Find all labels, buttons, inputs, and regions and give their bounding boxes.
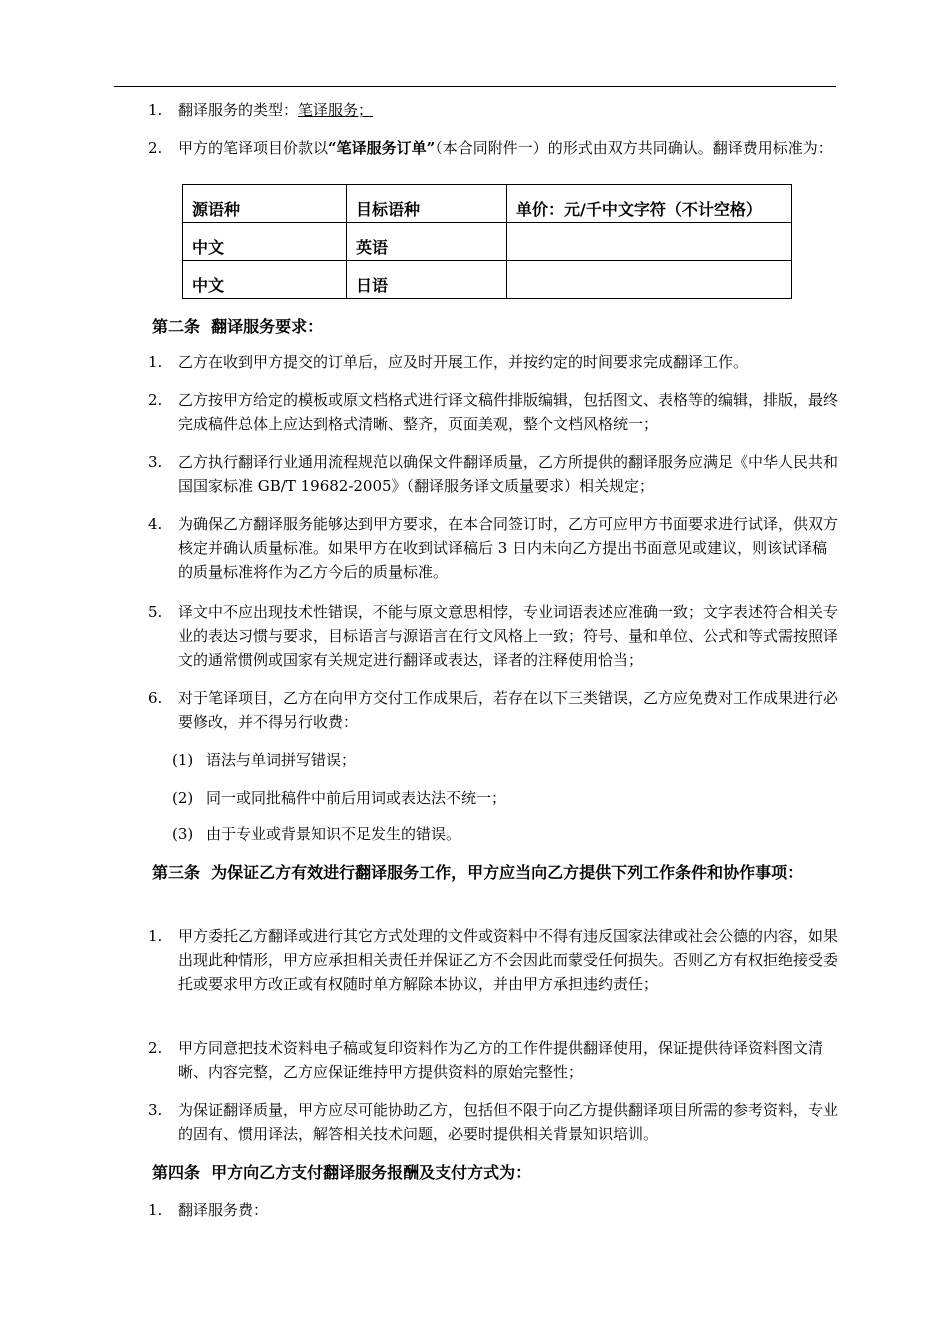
item-number: 1. bbox=[148, 101, 163, 119]
table-cell: 中文 bbox=[183, 261, 347, 299]
item-number: 1. bbox=[148, 927, 163, 945]
service-type-value: 笔译服务； bbox=[298, 101, 374, 119]
item-text: 甲方委托乙方翻译或进行其它方式处理的文件或资料中不得有违反国家法律或社会公德的内容，如果出现此种情形，甲方应承担相关责任并保证乙方不会因此而蒙受任何损失。否则乙方有权拒绝接受委托或要求甲方改正或有权随时单方解除本协议，并由甲方承担违约责任； bbox=[178, 927, 839, 993]
item-text: 乙方在收到甲方提交的订单后，应及时开展工作，并按约定的时间要求完成翻译工作。 bbox=[178, 353, 749, 371]
table-header-row bbox=[183, 185, 792, 223]
item-text: 乙方执行翻译行业通用流程规范以确保文件翻译质量，乙方所提供的翻译服务应满足《中华人民共和国国家标准 GB/T 19682-2005》（翻译服务译文质量要求）相关规定； bbox=[178, 453, 839, 495]
article-3-heading: 第三条 为保证乙方有效进行翻译服务工作，甲方应当向乙方提供下列工作条件和协作事项： bbox=[152, 863, 804, 882]
sub-item-number: (1) bbox=[172, 751, 194, 769]
table-cell: 英语 bbox=[347, 223, 507, 261]
sub-item-text: 语法与单词拼写错误； bbox=[206, 751, 357, 769]
sub-item-number: (2) bbox=[172, 789, 194, 807]
item-number: 5. bbox=[148, 603, 163, 621]
article-2-heading: 第二条 翻译服务要求： bbox=[152, 317, 324, 336]
table-cell: 日语 bbox=[347, 261, 507, 299]
table-cell bbox=[507, 223, 792, 261]
table-row bbox=[183, 223, 792, 261]
item-text: 甲方的笔译项目价款以 bbox=[178, 139, 329, 157]
item-text: 乙方按甲方给定的模板或原文档格式进行译文稿件排版编辑，包括图文、表格等的编辑，排版，最终完成稿件总体上应达到格式清晰、整齐，页面美观，整个文档风格统一； bbox=[178, 391, 839, 433]
item-number: 1. bbox=[148, 1201, 163, 1219]
table-header-cell: 目标语种 bbox=[347, 185, 507, 223]
table-cell bbox=[507, 261, 792, 299]
item-text: 翻译服务费： bbox=[178, 1201, 269, 1219]
item-number: 2. bbox=[148, 1039, 163, 1057]
item-number: 2. bbox=[148, 391, 163, 409]
table-header-cell: 源语种 bbox=[183, 185, 347, 223]
table-header-cell: 单价：元/千中文字符（不计空格） bbox=[507, 185, 792, 223]
item-number: 4. bbox=[148, 515, 163, 533]
item-text: （本合同附件一）的形式由双方共同确认。翻译费用标准为： bbox=[435, 139, 833, 157]
sub-item-text: 同一或同批稿件中前后用词或表达法不统一； bbox=[206, 789, 507, 807]
item-text: 翻译服务的类型： bbox=[178, 101, 299, 119]
sub-item-text: 由于专业或背景知识不足发生的错误。 bbox=[206, 825, 462, 843]
item-number: 1. bbox=[148, 353, 163, 371]
item-number: 3. bbox=[148, 453, 163, 471]
order-name: “笔译服务订单” bbox=[328, 139, 436, 157]
sub-item-number: (3) bbox=[172, 825, 194, 843]
header-rule bbox=[114, 86, 836, 87]
item-text: 甲方同意把技术资料电子稿或复印资料作为乙方的工作件提供翻译使用，保证提供待译资料图文清晰、内容完整，乙方应保证维持甲方提供资料的原始完整性； bbox=[178, 1039, 824, 1081]
item-text: 为确保乙方翻译服务能够达到甲方要求，在本合同签订时，乙方可应甲方书面要求进行试译，供双方核定并确认质量标准。如果甲方在收到试译稿后 3 日内未向乙方提出书面意见或建议，则该试译稿的质量标准将作为乙方今后的质量标准。 bbox=[178, 515, 839, 581]
item-number: 6. bbox=[148, 689, 163, 707]
article-4-heading: 第四条 甲方向乙方支付翻译服务报酬及支付方式为： bbox=[152, 1163, 532, 1182]
item-text: 为保证翻译质量，甲方应尽可能协助乙方，包括但不限于向乙方提供翻译项目所需的参考资料，专业的固有、惯用译法，解答相关技术问题，必要时提供相关背景知识培训。 bbox=[178, 1101, 839, 1143]
item-text: 对于笔译项目，乙方在向甲方交付工作成果后，若存在以下三类错误，乙方应免费对工作成果进行必要修改，并不得另行收费： bbox=[178, 689, 839, 731]
item-number: 3. bbox=[148, 1101, 163, 1119]
table-cell: 中文 bbox=[183, 223, 347, 261]
item-number: 2. bbox=[148, 139, 163, 157]
item-text: 译文中不应出现技术性错误，不能与原文意思相悖，专业词语表述应准确一致；文字表述符合相关专业的表达习惯与要求，目标语言与源语言在行文风格上一致；符号、量和单位、公式和等式需按照译文的通常惯例或国家有关规定进行翻译或表达，译者的注释使用恰当； bbox=[178, 603, 839, 669]
table-row bbox=[183, 261, 792, 299]
rate-table bbox=[182, 184, 792, 299]
